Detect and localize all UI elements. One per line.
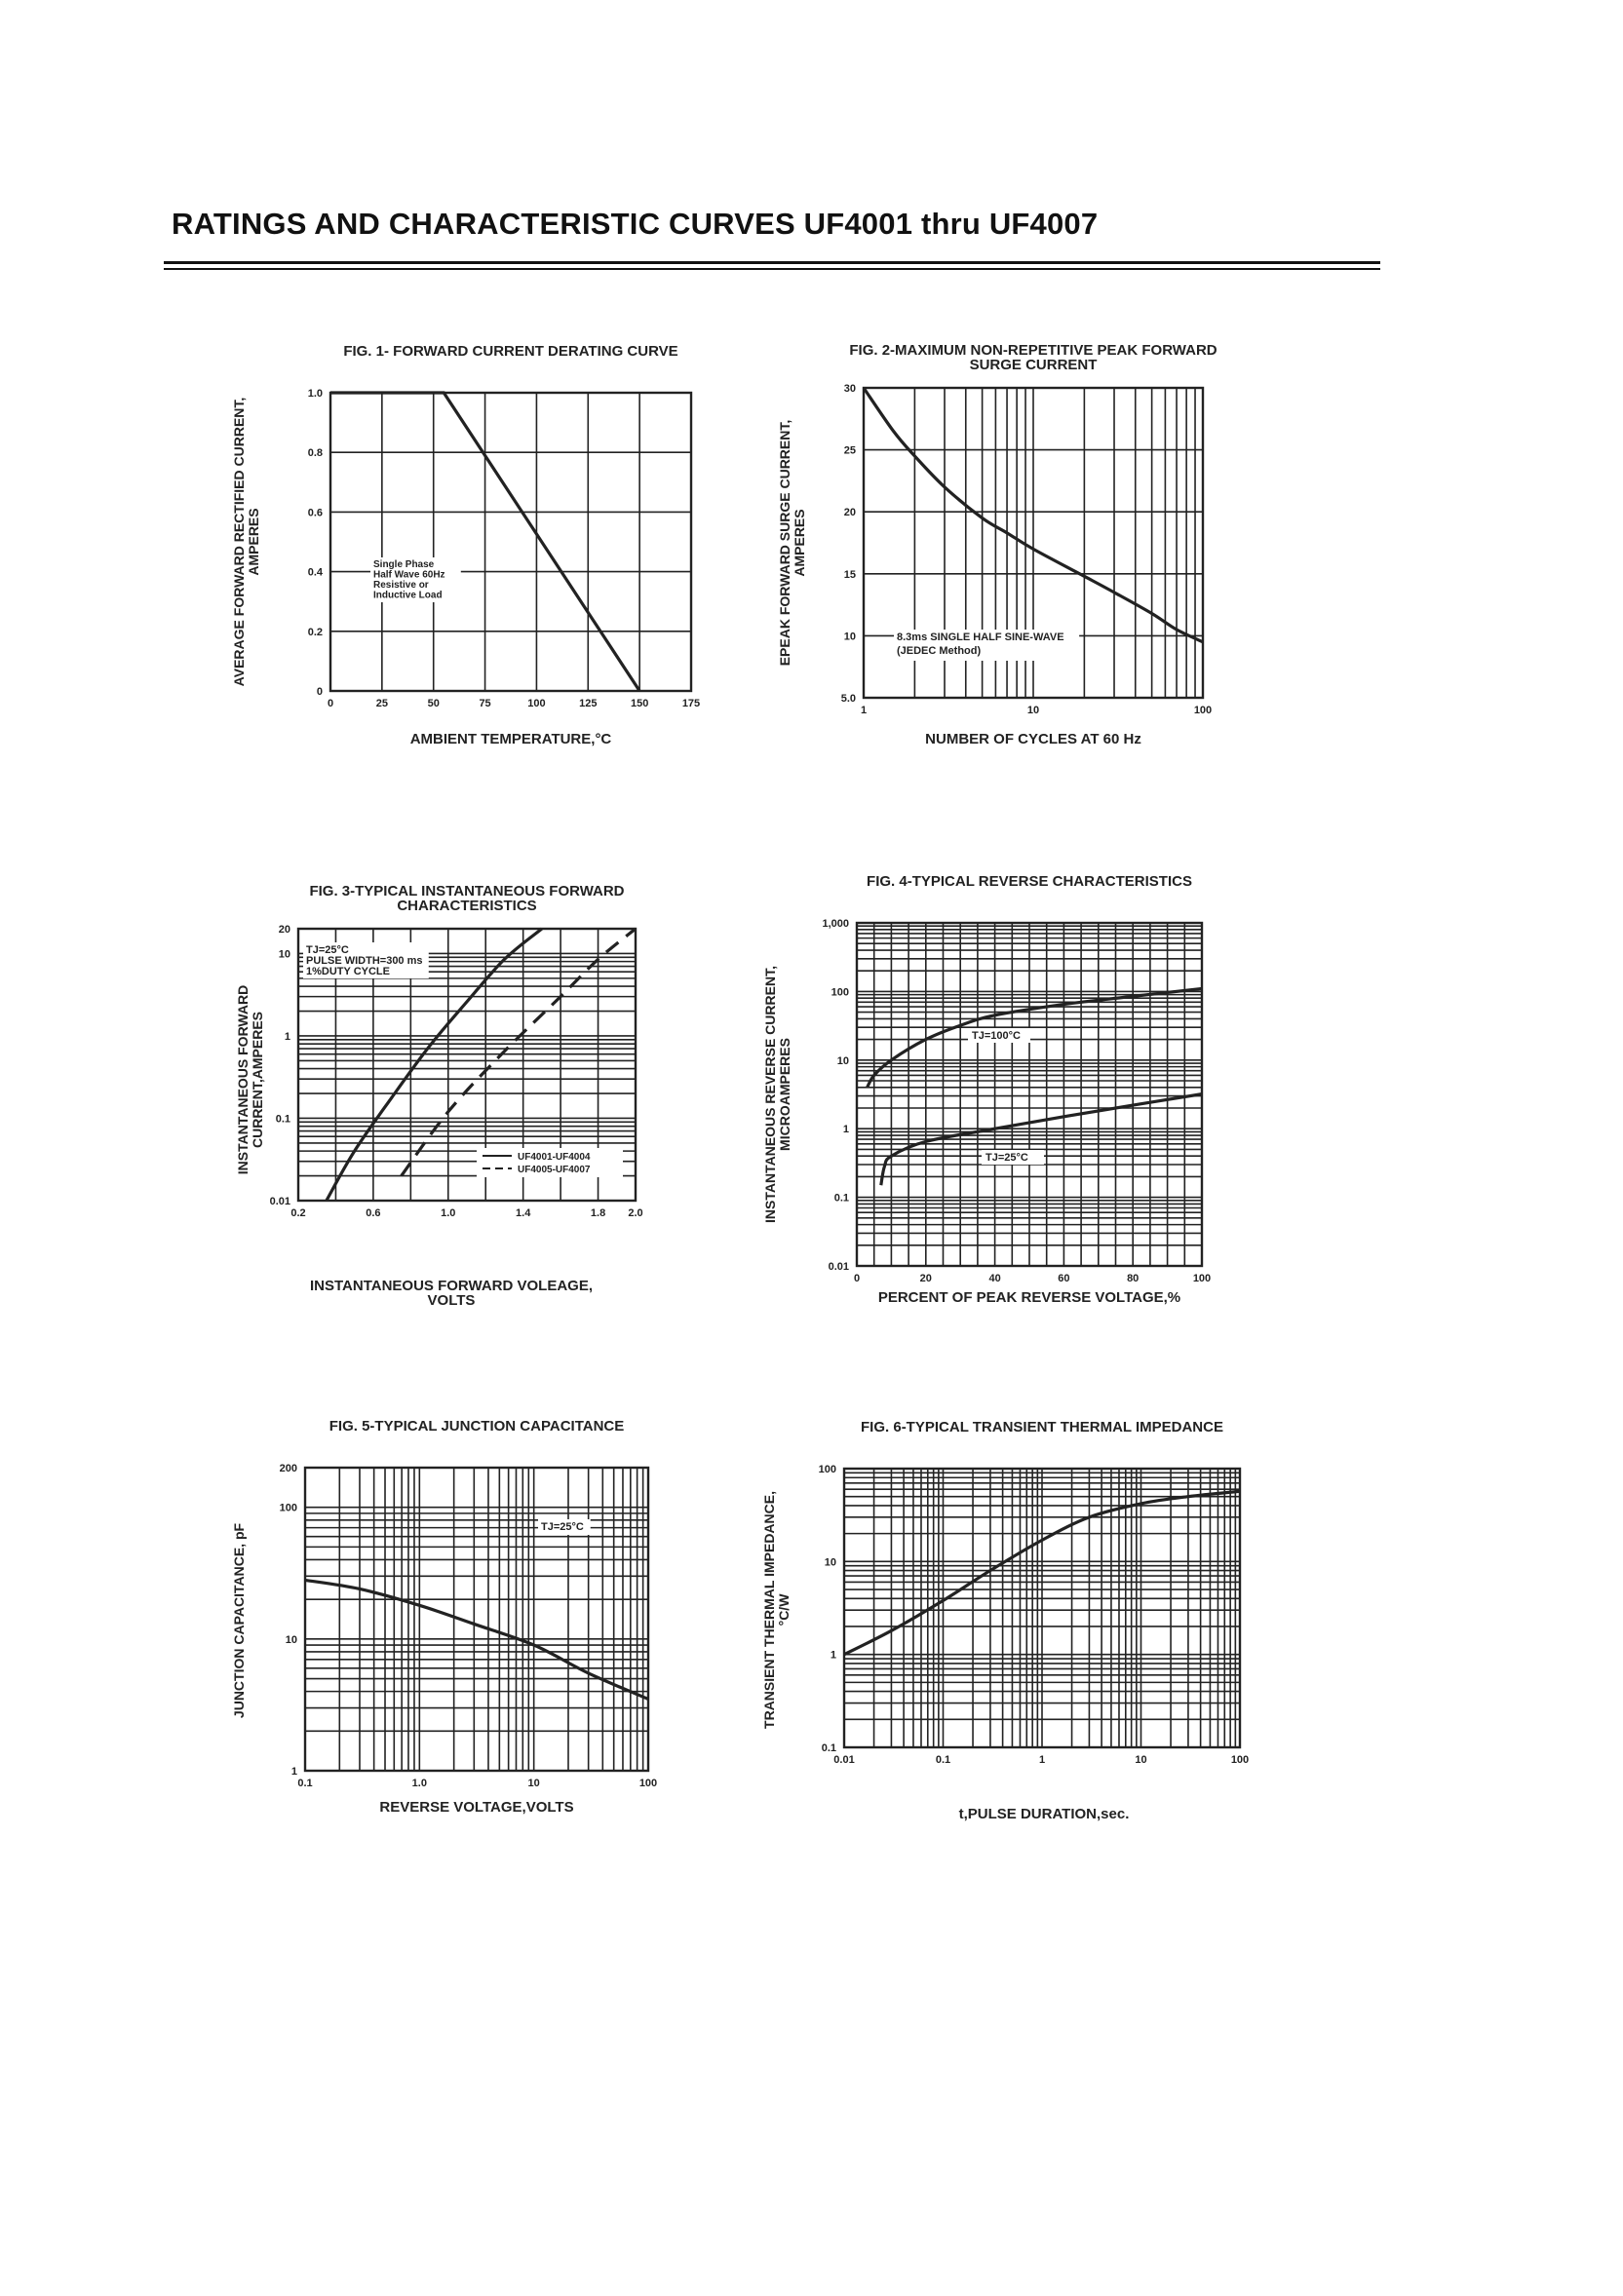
fig6-ytick-label: 10 [824,1556,836,1569]
fig6-xtick-label: 1 [1038,1754,1046,1766]
fig5-xtick-label: 0.1 [297,1778,313,1789]
fig2-subtitle: SURGE CURRENT [969,357,1098,373]
fig6-chart [761,1419,1249,1822]
fig1-xtick-label: 50 [427,698,440,709]
fig6-xtick-label: 0.01 [833,1754,855,1766]
fig3-xlabel-2: VOLTS [427,1292,476,1309]
fig6-title: FIG. 6-TYPICAL TRANSIENT THERMAL IMPEDANCE [861,1419,1223,1435]
fig3-note-line: TJ=25°C [306,944,349,956]
fig2-xlabel: NUMBER OF CYCLES AT 60 Hz [925,731,1141,747]
fig3-xtick-label: 0.2 [290,1207,306,1219]
fig4-ylabel-2: MICROAMPERES [777,1038,792,1151]
fig2-note-line: 8.3ms SINGLE HALF SINE-WAVE [897,631,1064,643]
fig4-title: FIG. 4-TYPICAL REVERSE CHARACTERISTICS [867,873,1192,890]
fig5-xlabel: REVERSE VOLTAGE,VOLTS [379,1799,574,1816]
fig6-ylabel: TRANSIENT THERMAL IMPEDANCE, [761,1491,777,1729]
fig4-curve-label: TJ=100°C [972,1030,1021,1042]
fig3-xtick-label: 0.6 [366,1207,381,1219]
fig5-ylabel: JUNCTION CAPACITANCE, pF [231,1522,247,1719]
fig1-xtick-label: 75 [479,698,491,709]
fig2-title: FIG. 2-MAXIMUM NON-REPETITIVE PEAK FORWARD [849,342,1217,359]
fig2-ytick-label: 25 [843,444,856,457]
fig5-ytick-label: 1 [290,1766,297,1778]
fig4-ytick-label: 0.01 [828,1261,849,1273]
fig6-ytick-label: 100 [818,1464,836,1475]
fig1-ytick-label: 0 [316,686,323,698]
fig4-ytick-label: 1 [842,1124,849,1136]
fig3-xtick-label: 2.0 [628,1207,643,1219]
fig4-curve-label: TJ=25°C [985,1152,1028,1164]
fig3-chart [235,883,643,1309]
fig3-xlabel: INSTANTANEOUS FORWARD VOLEAGE, [309,1278,594,1294]
fig1-grid [330,393,691,691]
fig4-xtick-label: 100 [1192,1273,1212,1284]
fig1-ylabel: AVERAGE FORWARD RECTIFIED CURRENT, [231,397,247,687]
fig2-ytick-label: 10 [843,631,856,643]
fig1-title: FIG. 1- FORWARD CURRENT DERATING CURVE [343,343,678,360]
fig4-series-1-line [868,988,1202,1087]
fig4-ylabel: INSTANTANEOUS REVERSE CURRENT, [762,966,778,1223]
fig3-xtick-label: 1.4 [516,1207,531,1219]
fig1-chart [231,343,700,747]
fig2-ytick-label: 30 [843,383,856,395]
fig5-grid [305,1468,648,1771]
fig1-xtick-label: 25 [375,698,388,709]
fig5-chart [231,1418,657,1816]
fig1-ytick-label: 0.6 [307,507,323,519]
fig3-xtick-label: 1.8 [590,1207,606,1219]
fig3-legend-label: UF4005-UF4007 [518,1165,591,1175]
fig3-xtick-label: 1.0 [441,1207,456,1219]
fig5-xtick-label: 10 [527,1778,540,1789]
fig2-ytick-label: 5.0 [840,693,856,705]
fig2-xtick-label: 1 [860,705,868,716]
fig2-note-line: (JEDEC Method) [897,645,982,657]
fig5-ytick-label: 100 [279,1502,297,1514]
page-title: RATINGS AND CHARACTERISTIC CURVES UF4001 thru UF4007 [172,207,1099,241]
fig4-xtick-label: 0 [853,1273,861,1284]
fig3-legend-label: UF4001-UF4004 [518,1152,591,1163]
fig1-xtick-label: 125 [579,698,598,709]
fig4-ytick-label: 1,000 [822,918,849,930]
fig3-subtitle: CHARACTERISTICS [397,898,537,914]
fig1-note-line: Single Phase [373,559,435,570]
fig4-ytick-label: 10 [836,1054,849,1067]
fig3-ytick-label: 10 [278,948,290,961]
fig5-ytick-label: 200 [279,1463,297,1474]
fig2-xtick-label: 10 [1026,705,1040,716]
fig2-xtick-label: 100 [1193,705,1213,716]
fig1-xtick-label: 0 [327,698,334,709]
fig1-ytick-label: 0.4 [307,566,323,579]
fig6-ylabel-2: °C/W [776,1593,792,1626]
fig6-xlabel: t,PULSE DURATION,sec. [958,1806,1130,1822]
fig4-xtick-label: 20 [919,1273,932,1284]
fig1-note-line: Resistive or [373,580,429,591]
fig5-ytick-label: 10 [285,1633,297,1646]
fig6-grid [844,1469,1240,1747]
fig1-ytick-label: 0.2 [307,626,323,638]
fig2-ylabel-2: AMPERES [792,509,807,577]
fig3-ytick-label: 20 [278,924,290,936]
fig1-note-line: Half Wave 60Hz [373,569,445,581]
fig3-ytick-label: 0.1 [275,1113,290,1126]
fig1-xtick-label: 175 [681,698,701,709]
fig2-chart [777,342,1217,747]
fig6-ytick-label: 1 [830,1649,836,1662]
fig4-ytick-label: 0.1 [833,1192,849,1205]
fig6-ytick-label: 0.1 [821,1742,836,1754]
fig3-title: FIG. 3-TYPICAL INSTANTANEOUS FORWARD [309,883,625,899]
fig4-xlabel: PERCENT OF PEAK REVERSE VOLTAGE,% [877,1289,1181,1306]
fig3-ylabel-2: CURRENT,AMPERES [250,1011,265,1149]
fig1-xtick-label: 100 [527,698,546,709]
fig1-ytick-label: 0.8 [307,447,323,460]
fig3-ytick-label: 0.01 [269,1196,290,1207]
fig1-ytick-label: 1.0 [307,388,323,400]
fig1-xlabel: AMBIENT TEMPERATURE,°C [409,731,612,747]
fig1-note-line: Inductive Load [373,590,443,601]
fig5-title: FIG. 5-TYPICAL JUNCTION CAPACITANCE [328,1418,625,1435]
fig4-chart [762,873,1211,1306]
fig6-xtick-label: 100 [1230,1754,1250,1766]
fig1-xtick-label: 150 [630,698,649,709]
fig5-xtick-label: 1.0 [411,1778,427,1789]
fig2-ylabel: EPEAK FORWARD SURGE CURRENT, [777,419,792,667]
fig2-ytick-label: 15 [843,568,856,581]
fig6-xtick-label: 0.1 [935,1754,951,1766]
fig4-xtick-label: 40 [988,1273,1001,1284]
fig3-note-line: 1%DUTY CYCLE [306,966,390,977]
fig1-ylabel-2: AMPERES [246,508,261,576]
fig3-ytick-label: 1 [284,1030,290,1043]
fig1-frame [330,393,691,691]
fig3-note-line: PULSE WIDTH=300 ms [306,955,423,967]
fig2-ytick-label: 20 [843,507,856,519]
fig6-xtick-label: 10 [1135,1754,1147,1766]
fig4-grid [857,923,1202,1266]
fig4-ytick-label: 100 [831,986,849,999]
fig3-ylabel: INSTANTANEOUS FORWARD [235,984,251,1175]
fig4-xtick-label: 80 [1127,1273,1140,1284]
fig5-xtick-label: 100 [638,1778,658,1789]
fig5-note-line: TJ=25°C [541,1521,584,1533]
fig4-xtick-label: 60 [1058,1273,1070,1284]
